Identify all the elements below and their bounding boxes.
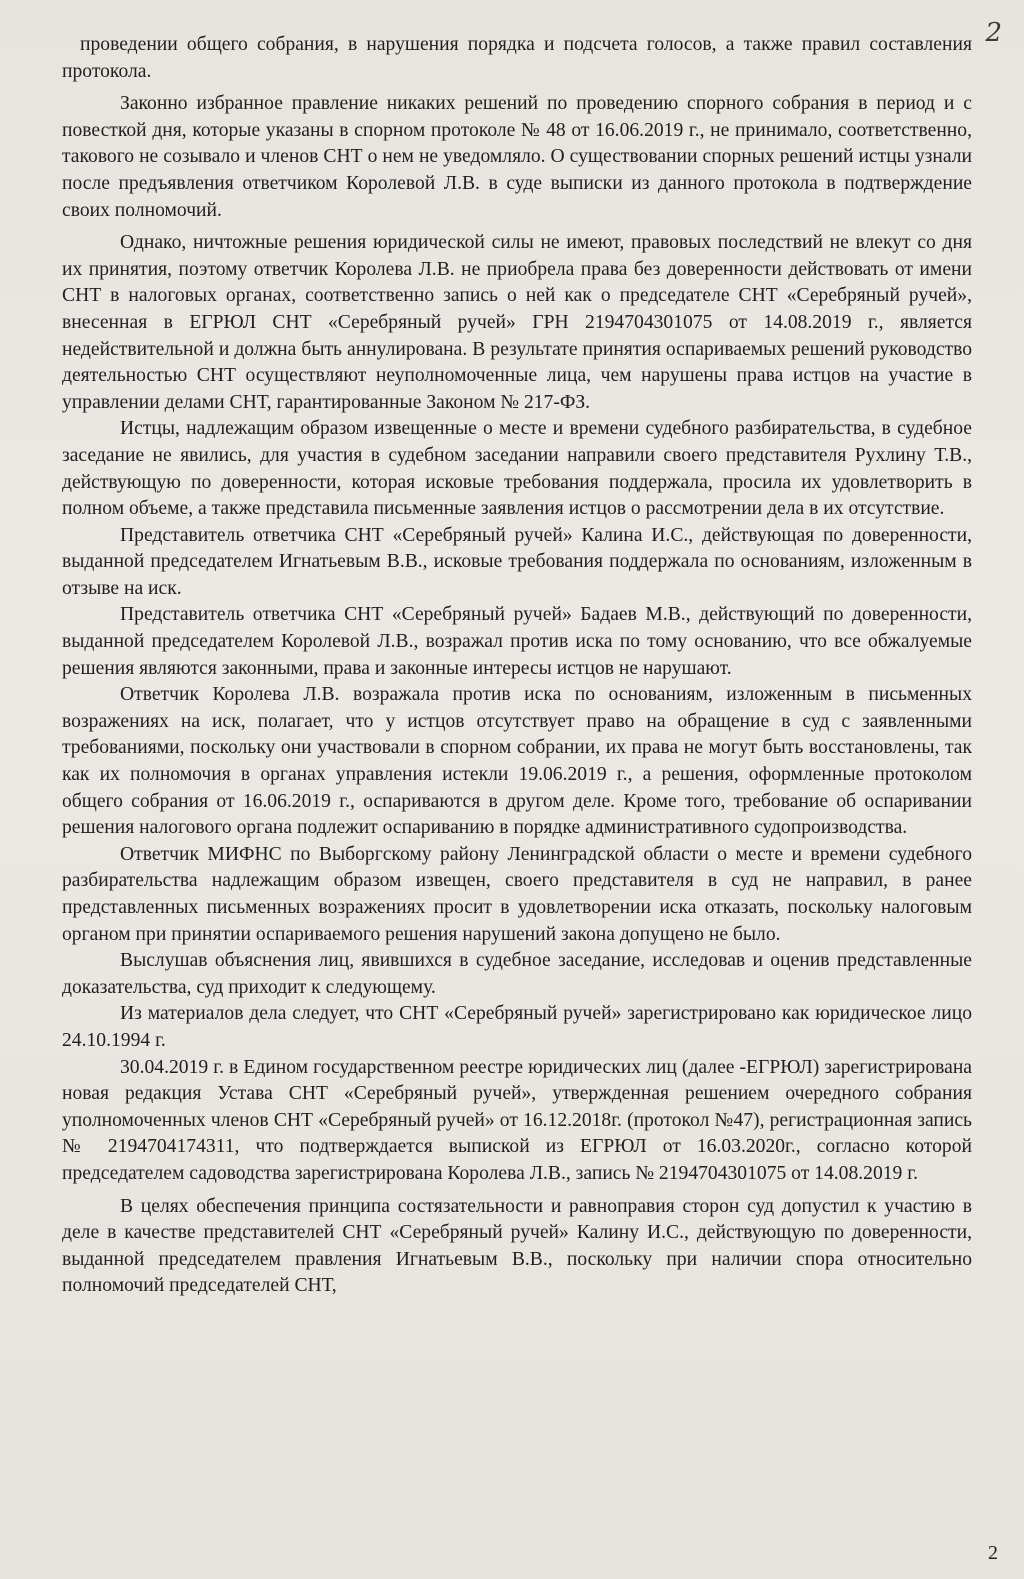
paragraph-12: В целях обеспечения принципа состязательности и равноправия сторон суд допустил к участию в деле в качестве представителей СНТ «Серебряный ручей» Калину И.С., действующую по доверенности, выданной председателем правления Игнатьевым В.В., поскольку при наличии спора относительно полномочий председателей СНТ, [62, 1195, 972, 1297]
page-number: 2 [988, 1542, 998, 1564]
paragraph-3: Однако, ничтожные решения юридической силы не имеют, правовых последствий не влекут со дня их принятия, поэтому ответчик Королева Л.В. не приобрела права без доверенности действовать от имени СНТ в налоговых органах, соответственно запись о ней как о председателе СНТ «Серебряный ручей», внесенная в ЕГРЮЛ СНТ «Серебряный ручей» ГРН 2194704301075 от 14.08.2019 г., является недействительной и должна быть аннулирована. В результате принятия оспариваемых решений руководство деятельностью СНТ осуществляют неуполномоченные лица, чем нарушены права истцов на участие в управлении делами СНТ, гарантированные Законом № 217-ФЗ. [62, 232, 972, 413]
paragraph-2: Законно избранное правление никаких решений по проведению спорного собрания в период и с повесткой дня, которые указаны в спорном протоколе № 48 от 16.06.2019 г., не принимало, соответственно, такового не созывало и членов СНТ о нем не уведомляло. О существовании спорных решений истцы узнали после предъявления ответчиком Королевой Л.В. в суде выписки из данного протокола в подтверждение своих полномочий. [62, 93, 972, 221]
paragraph-8: Ответчик МИФНС по Выборгскому району Ленинградской области о месте и времени судебного разбирательства надлежащим образом извещен, своего представителя в суд не направил, в ранее представленных письменных возражениях просит в удовлетворении иска отказать, поскольку налоговым органом при принятии оспариваемого решения нарушений закона допущено не было. [62, 843, 972, 945]
paragraph-7: Ответчик Королева Л.В. возражала против иска по основаниям, изложенным в письменных возражениях на иск, полагает, что у истцов отсутствует право на обращение в суд с заявленными требованиями, поскольку они участвовали в спорном собрании, их права не могут быть восстановлены, так как их полномочия в органах управления истекли 19.06.2019 г., а решения, оформленные протоколом общего собрания от 16.06.2019 г., оспариваются в другом деле. Кроме того, требование об оспаривании решения налогового органа подлежит оспариванию в порядке административного судопроизводства. [62, 684, 972, 839]
document-body [62, 32, 972, 1300]
paragraph-4: Истцы, надлежащим образом извещенные о месте и времени судебного разбирательства, в судебное заседание не явились, для участия в судебном заседании направили своего представителя Рухлину Т.В., действующую по доверенности, которая исковые требования поддержала, просила их удовлетворить в полном объеме, а также представила письменные заявления истцов о рассмотрении дела в их отсутствие. [62, 418, 972, 520]
paragraph-9: Выслушав объяснения лиц, явившихся в судебное заседание, исследовав и оценив представленные доказательства, суд приходит к следующему. [62, 950, 972, 998]
handwritten-page-mark: 2 [985, 18, 1002, 48]
paragraph-10: Из материалов дела следует, что СНТ «Серебряный ручей» зарегистрировано как юридическое лицо 24.10.1994 г. [62, 1003, 972, 1051]
paragraph-11: 30.04.2019 г. в Едином государственном реестре юридических лиц (далее -ЕГРЮЛ) зарегистрирована новая редакция Устава СНТ «Серебряный ручей», утвержденная решением очередного собрания уполномоченных членов СНТ «Серебряный ручей» от 16.12.2018г. (протокол №47), регистрационная запись № 2194704174311, что подтверждается выпиской из ЕГРЮЛ от 16.03.2020г., согласно которой председателем садоводства зарегистрирована Королева Л.В., запись № 2194704301075 от 14.08.2019 г. [62, 1056, 972, 1184]
paragraph-5: Представитель ответчика СНТ «Серебряный ручей» Калина И.С., действующая по доверенности, выданной председателем Игнатьевым В.В., исковые требования поддержала по основаниям, изложенным в отзыве на иск. [62, 524, 972, 599]
paragraph-1: проведении общего собрания, в нарушения порядка и подсчета голосов, а также правил составления протокола. [62, 34, 972, 82]
paragraph-6: Представитель ответчика СНТ «Серебряный ручей» Бадаев М.В., действующий по доверенности, выданной председателем Королевой Л.В., возражал против иска по тому основанию, что все обжалуемые решения являются законными, права и законные интересы истцов не нарушают. [62, 604, 972, 679]
